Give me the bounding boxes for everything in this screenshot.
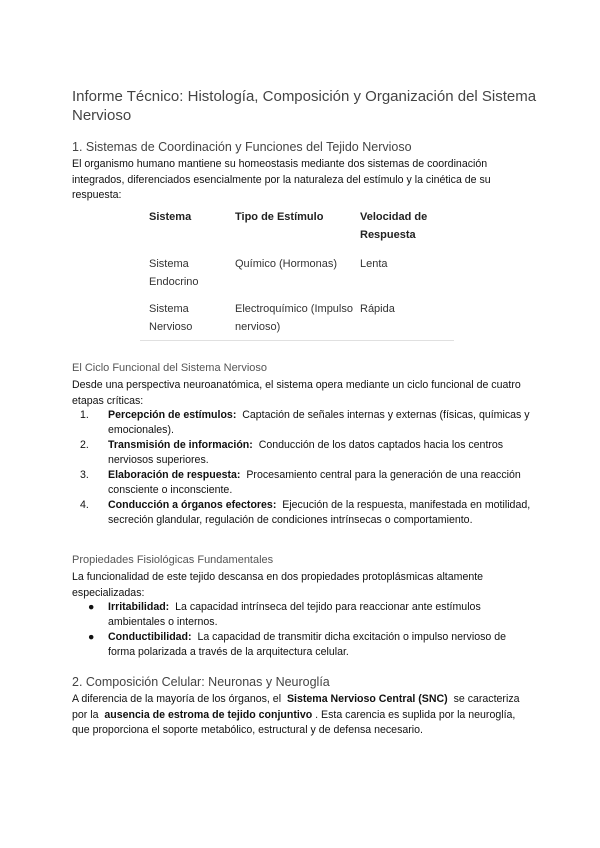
table-cell: Electroquímico (Impulso nervioso) xyxy=(235,303,353,333)
list-item-term: Transmisión de información: xyxy=(108,439,253,451)
section-1-intro: El organismo humano mantiene su homeostasis mediante dos sistemas de coordinación integrados, diferenciados esencialmente por la naturaleza del estímulo y la cinética de su respuesta: xyxy=(72,158,491,201)
list-item-term: Irritabilidad: xyxy=(108,601,170,613)
table-cell: Sistema Nervioso xyxy=(149,303,193,333)
comparison-table xyxy=(140,206,454,341)
table-row xyxy=(140,298,454,340)
propiedades-intro: La funcionalidad de este tejido descansa en dos propiedades protoplásmicas altamente especializadas: xyxy=(72,571,484,599)
bold-term: ausencia de estroma de tejido conjuntivo xyxy=(104,708,313,721)
text-run: se caracteriza por la xyxy=(72,693,520,721)
propiedades-heading: Propiedades Fisiológicas Fundamentales xyxy=(72,554,274,566)
list-item-term: Conducción a órganos efectores: xyxy=(108,499,277,511)
section-1-heading: 1. Sistemas de Coordinación y Funciones del Tejido Nervioso xyxy=(72,140,412,154)
table-header-cell: Tipo de Estímulo xyxy=(235,211,324,223)
list-item xyxy=(72,600,532,630)
list-item-desc: Captación de señales internas y externas (físicas, químicas y emocionales). xyxy=(108,409,530,436)
propiedades-list xyxy=(72,600,532,660)
table-header-cell: Sistema xyxy=(149,211,192,223)
list-item xyxy=(72,438,532,468)
text-run: A diferencia de la mayoría de los órganos, el xyxy=(72,693,282,705)
list-item xyxy=(72,408,532,438)
list-item-term: Percepción de estímulos: xyxy=(108,409,237,421)
list-item-desc: La capacidad de transmitir dicha excitación o impulso nervioso de forma polarizada a través de la arquitectura celular. xyxy=(108,631,507,658)
table-header-row xyxy=(140,206,454,252)
ciclo-list xyxy=(72,408,532,528)
document-title: Informe Técnico: Histología, Composición y Organización del Sistema Nervioso xyxy=(72,88,537,124)
table-row xyxy=(140,252,454,298)
section-2-paragraph xyxy=(72,692,532,739)
table-cell: Rápida xyxy=(360,303,395,315)
list-number: 2. xyxy=(80,439,89,451)
table-cell: Químico (Hormonas) xyxy=(235,258,338,270)
bullet-icon: ● xyxy=(88,601,95,613)
bold-term: Sistema Nervioso Central (SNC) xyxy=(286,693,448,705)
list-number: 1. xyxy=(80,409,89,421)
list-item xyxy=(72,498,532,528)
table-cell: Sistema Endocrino xyxy=(149,258,199,288)
list-item-term: Elaboración de respuesta: xyxy=(108,469,241,481)
list-number: 3. xyxy=(80,469,89,481)
list-item xyxy=(72,468,532,498)
list-item-desc: Procesamiento central para la generación de una reacción consciente o inconsciente. xyxy=(108,469,521,496)
table-cell: Lenta xyxy=(360,258,388,270)
list-item-desc: Conducción de los datos captados hacia los centros nerviosos superiores. xyxy=(108,439,504,466)
list-item-desc: La capacidad intrínseca del tejido para reaccionar ante estímulos ambientales o internos. xyxy=(108,601,481,628)
table-header-cell: Velocidad de Respuesta xyxy=(360,211,428,241)
list-item xyxy=(72,630,532,660)
ciclo-intro: Desde una perspectiva neuroanatómica, el sistema opera mediante un ciclo funcional de cuatro etapas críticas: xyxy=(72,379,521,407)
list-number: 4. xyxy=(80,499,89,511)
list-item-term: Conductibilidad: xyxy=(108,631,192,643)
text-run: . Esta carencia es suplida por la neuroglía, que proporciona el soporte metabólico, estructural y de defensa necesario. xyxy=(72,708,516,736)
ciclo-heading: El Ciclo Funcional del Sistema Nervioso xyxy=(72,362,268,374)
list-item-desc: Ejecución de la respuesta, manifestada en motilidad, secreción glandular, regulación de condiciones intrínsecas o comportamiento. xyxy=(108,499,531,526)
bullet-icon: ● xyxy=(88,631,95,643)
section-2-heading: 2. Composición Celular: Neuronas y Neuroglía xyxy=(72,675,330,689)
